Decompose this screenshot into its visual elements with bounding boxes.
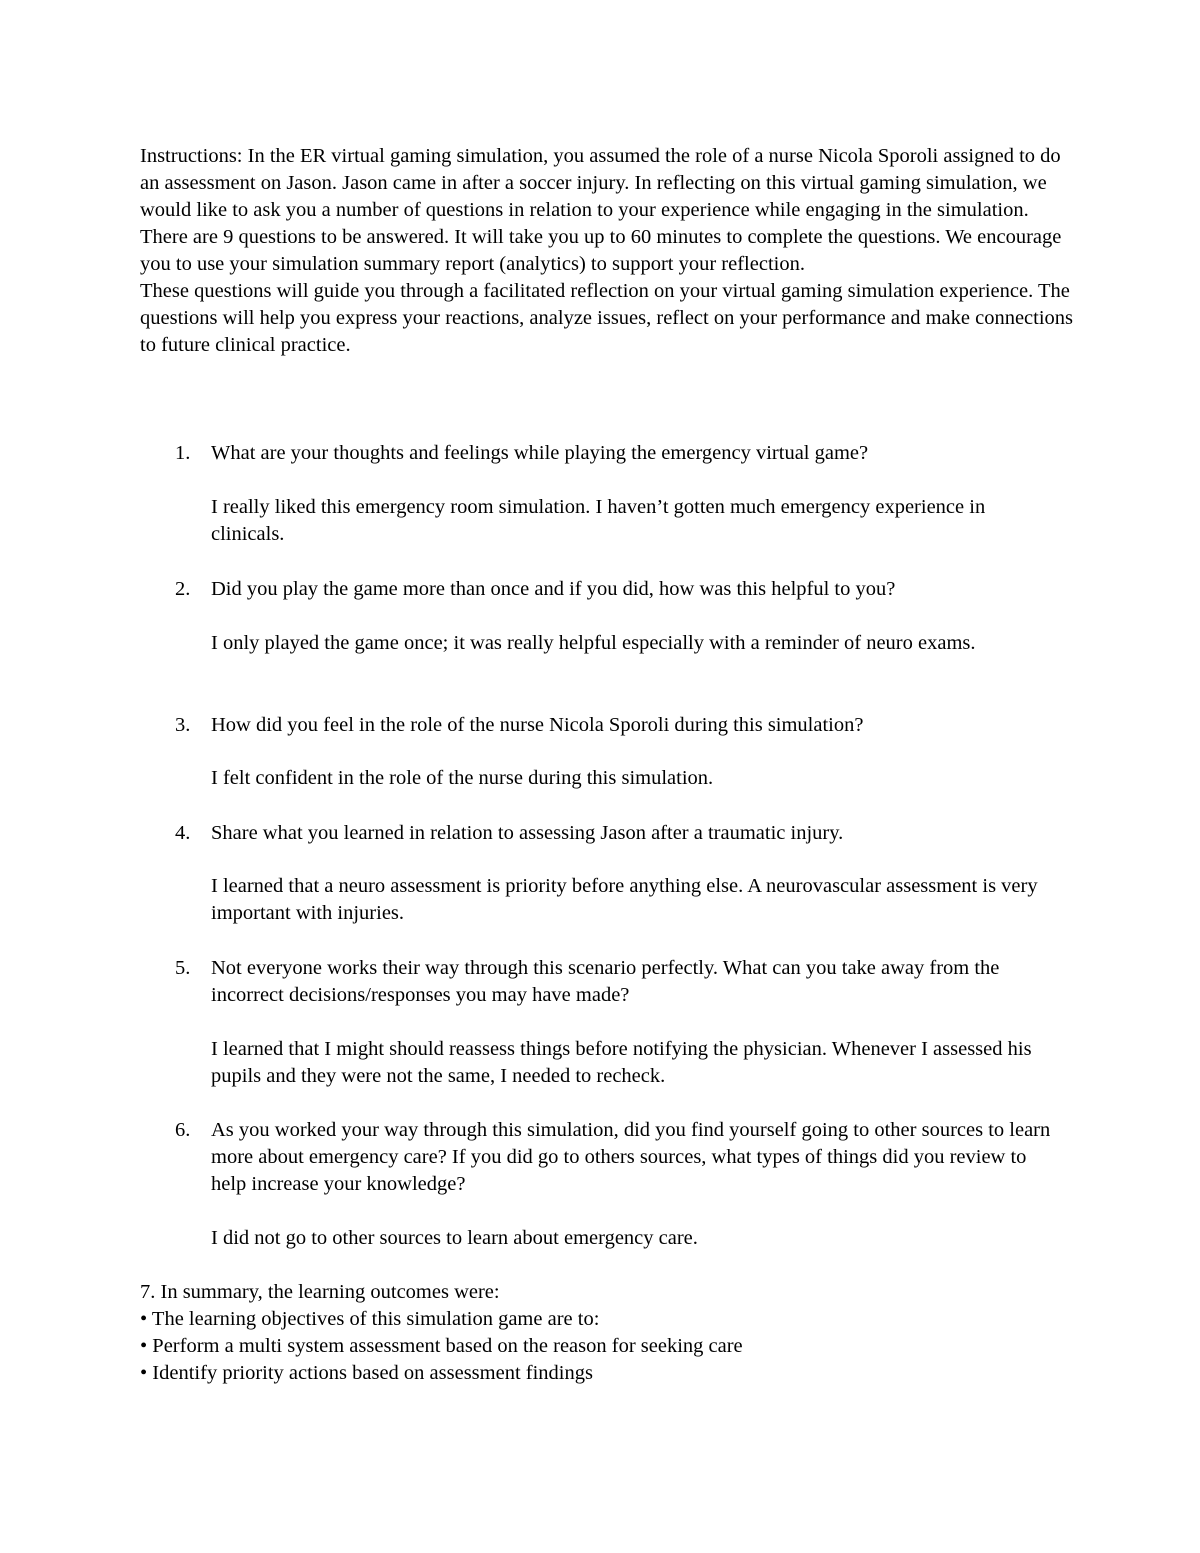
answer-text: I only played the game once; it was really helpful especially with a reminder of neuro exams. <box>211 632 976 654</box>
question-text: As you worked your way through this simulation, did you find yourself going to other sources to learn more about emergency care? If you did go to others sources, what types of things did you review to help increase your knowledge? <box>211 1119 1051 1195</box>
question-text: Did you play the game more than once and if you did, how was this helpful to you? <box>211 578 896 600</box>
summary-heading: 7. In summary, the learning outcomes were: <box>140 1281 500 1303</box>
question-text: Share what you learned in relation to assessing Jason after a traumatic injury. <box>211 822 844 844</box>
question-number: 4. <box>175 822 191 844</box>
instructions-paragraph: Instructions: In the ER virtual gaming simulation, you assumed the role of a nurse Nicola Sporoli assigned to do an assessment on Jason. Jason came in after a soccer injury. In reflecting on this virtual gaming simulation, we would like to ask you a number of questions in relation to your experience while engaging in the simulation. <box>140 145 1061 221</box>
reflection-info-paragraph: These questions will guide you through a facilitated reflection on your virtual gaming simulation experience. The questions will help you express your reactions, analyze issues, reflect on your performance and make connections to future clinical practice. <box>140 280 1074 356</box>
summary-section <box>140 1279 1075 1387</box>
question-number: 3. <box>175 714 191 736</box>
question-text: What are your thoughts and feelings while playing the emergency virtual game? <box>211 442 869 464</box>
question-number: 5. <box>175 957 191 979</box>
summary-bullet: • Perform a multi system assessment based on the reason for seeking care <box>140 1335 743 1357</box>
question-text: Not everyone works their way through this scenario perfectly. What can you take away from the incorrect decisions/responses you may have made? <box>211 957 1000 1006</box>
answer-text: I learned that I might should reassess things before notifying the physician. Whenever I assessed his pupils and they were not the same, I needed to recheck. <box>211 1038 1032 1087</box>
question-number: 1. <box>175 442 191 464</box>
answer-text: I really liked this emergency room simulation. I haven’t gotten much emergency experience in clinicals. <box>211 496 986 545</box>
answer-text: I did not go to other sources to learn about emergency care. <box>211 1227 698 1249</box>
question-text: How did you feel in the role of the nurse Nicola Sporoli during this simulation? <box>211 714 864 736</box>
answer-text: I learned that a neuro assessment is priority before anything else. A neurovascular assessment is very important with injuries. <box>211 875 1038 924</box>
instructions-section <box>140 143 1075 359</box>
question-number: 6. <box>175 1119 191 1141</box>
summary-bullet: • Identify priority actions based on assessment findings <box>140 1362 593 1384</box>
answer-text: I felt confident in the role of the nurse during this simulation. <box>211 767 714 789</box>
questions-info-paragraph: There are 9 questions to be answered. It will take you up to 60 minutes to complete the questions. We encourage you to use your simulation summary report (analytics) to support your reflection. <box>140 226 1062 275</box>
summary-bullet: • The learning objectives of this simulation game are to: <box>140 1308 600 1330</box>
question-number: 2. <box>175 578 191 600</box>
